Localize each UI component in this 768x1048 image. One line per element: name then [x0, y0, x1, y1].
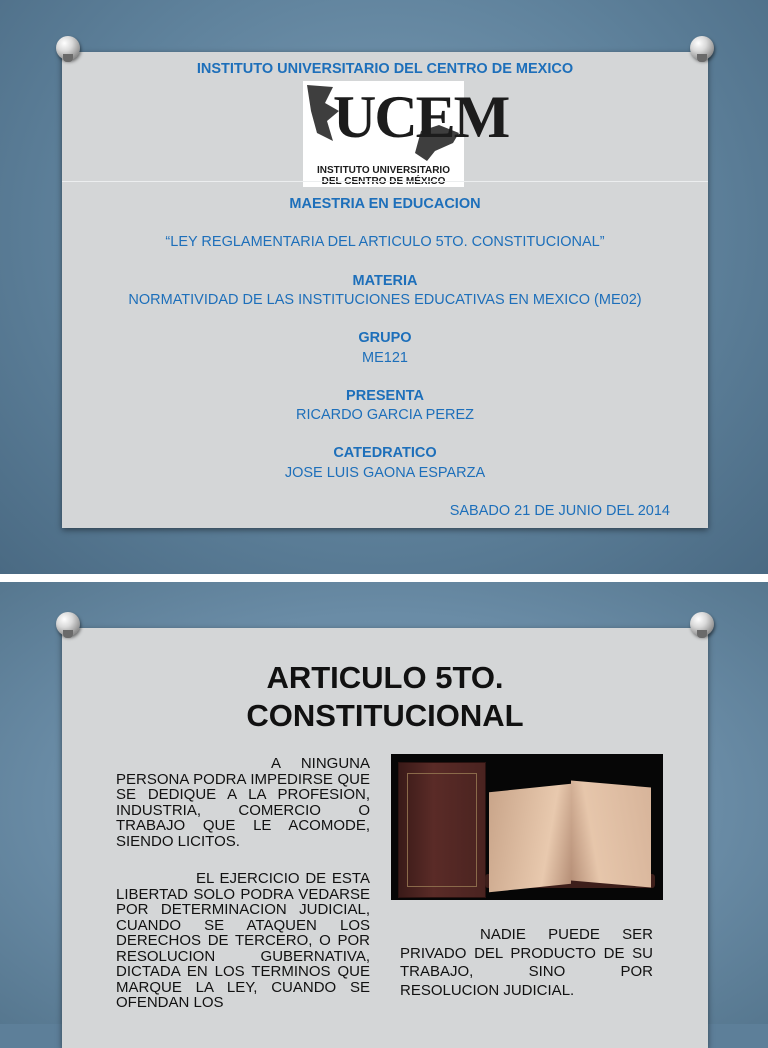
catedratico-value: JOSE LUIS GAONA ESPARZA — [284, 465, 486, 481]
closed-book-image — [398, 762, 486, 898]
slide-2-title-line1: ARTICULO 5TO. — [266, 660, 504, 695]
slide-separator — [0, 574, 768, 582]
pushpin-icon — [690, 36, 714, 60]
pushpin-icon — [56, 612, 80, 636]
institution-name: INSTITUTO UNIVERSITARIO DEL CENTRO DE MEXICO — [196, 61, 574, 77]
materia-label: MATERIA — [352, 273, 418, 289]
presenta-value: RICARDO GARCIA PEREZ — [295, 407, 475, 423]
constitution-book-photo — [391, 754, 663, 900]
header-divider — [62, 181, 708, 182]
presenta-label: PRESENTA — [346, 388, 424, 404]
grupo-label: GRUPO — [358, 330, 412, 346]
ucem-logo — [303, 81, 509, 187]
paragraph-3: NADIE PUEDE SER PRIVADO DEL PRODUCTO DE SU TRABAJO, SINO POR RESOLUCION JUDICIAL. — [400, 926, 653, 999]
presentation-date: SABADO 21 DE JUNIO DEL 2014 — [449, 503, 670, 519]
catedratico-label: CATEDRATICO — [333, 445, 437, 461]
open-book-image — [489, 782, 657, 898]
program-name: MAESTRIA EN EDUCACION — [289, 196, 481, 212]
paragraph-2: EL EJERCICIO DE ESTA LIBERTAD SOLO PODRA VEDARSE POR DETERMINACION JUDICIAL, CUANDO SE ATAQUEN LOS DERECHOS DE TERCERO, O POR RESOLUCION GUBERNATIVA, DICTADA EN LOS TERMINOS QUE MARQUE LA LEY, CUANDO SE OFENDAN LOS — [116, 870, 370, 1011]
pushpin-icon — [56, 36, 80, 60]
materia-value: NORMATIVIDAD DE LAS INSTITUCIONES EDUCATIVAS EN MEXICO (ME02) — [128, 292, 642, 308]
pushpin-icon — [690, 612, 714, 636]
paragraph-1: A NINGUNA PERSONA PODRA IMPEDIRSE QUE SE DEDIQUE A LA PROFESION, INDUSTRIA, COMERCIO O TRABAJO QUE LE ACOMODE, SIENDO LICITOS. — [116, 755, 370, 850]
logo-wordmark: UCEM — [333, 84, 509, 150]
presentation-topic: “LEY REGLAMENTARIA DEL ARTICULO 5TO. CONSTITUCIONAL” — [165, 234, 605, 250]
article-text-right — [400, 926, 653, 1000]
logo-caption-line1: INSTITUTO UNIVERSITARIO — [317, 165, 450, 176]
slide-2-title-line2: CONSTITUCIONAL — [246, 698, 524, 733]
article-text-left — [116, 756, 370, 1011]
grupo-value: ME121 — [362, 350, 408, 366]
